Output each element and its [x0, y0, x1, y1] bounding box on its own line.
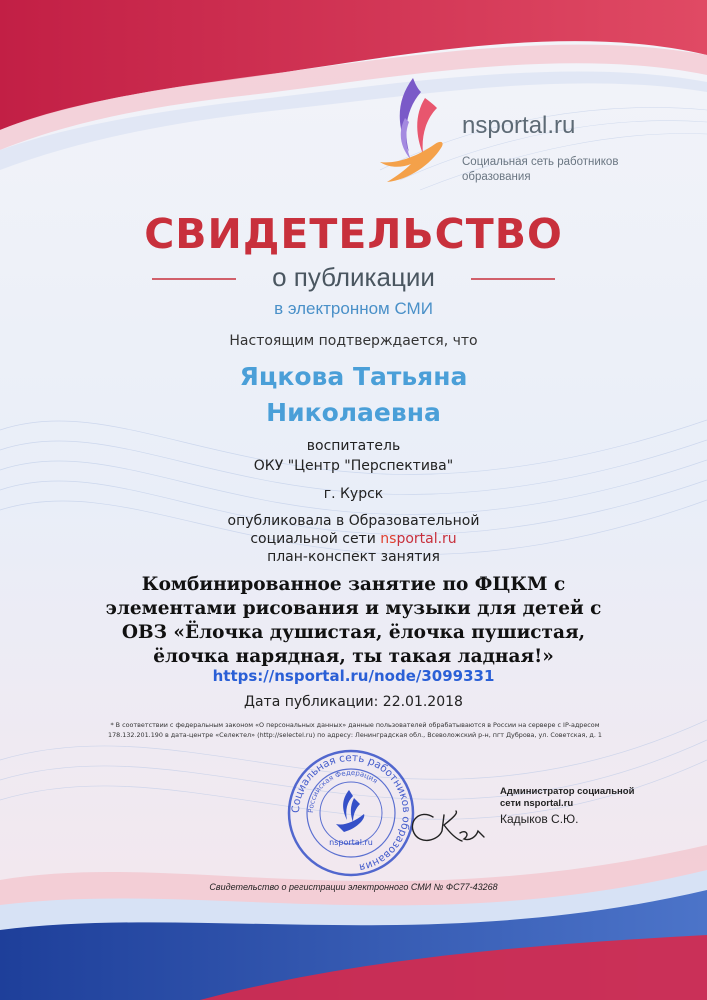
- published-statement-prefix: социальной сети: [250, 531, 381, 547]
- registration-note: Свидетельство о регистрации электронного СМИ № ФС77-43268: [209, 882, 498, 892]
- signature-scribble: [398, 795, 498, 855]
- certificate-subtitle: о публикации: [272, 262, 435, 292]
- person-name-line2: Николаевна: [266, 398, 441, 427]
- stamp-outer-text: Социальная сеть работников образования: [289, 751, 413, 874]
- publication-medium: в электронном СМИ: [274, 299, 433, 318]
- person-city: г. Курск: [323, 486, 384, 502]
- person-organization: ОКУ "Центр "Перспектива": [253, 458, 454, 474]
- confirm-text: Настоящим подтверждается, что: [229, 333, 478, 349]
- published-statement-line1: опубликовала в Образовательной: [227, 513, 480, 529]
- administrator-title: Администратор социальной сети nsportal.ru: [500, 786, 635, 809]
- certificate-title: СВИДЕТЕЛЬСТВО: [144, 210, 563, 258]
- nsportal-flame-logo-icon: [375, 72, 455, 187]
- person-name-line1: Яцкова Татьяна: [239, 362, 468, 391]
- brand-name: nsportal.ru: [462, 112, 576, 139]
- administrator-name: Кадыков С.Ю.: [500, 812, 579, 826]
- stamp-center-text: nsportal.ru: [329, 838, 373, 847]
- brand-portal-highlight: portal.ru: [396, 531, 457, 547]
- publication-url-link[interactable]: https://nsportal.ru/node/3099331: [212, 667, 495, 685]
- published-statement-line2: [0, 530, 707, 548]
- person-position: воспитатель: [306, 438, 401, 454]
- publication-title: Комбинированное занятие по ФЦКМ с элементами рисования и музыки для детей с ОВЗ «Ёлочка душистая, ёлочка пушистая, ёлочка нарядная, ты такая ладная!»: [105, 574, 602, 667]
- official-stamp: [286, 748, 416, 878]
- brand-ns-highlight: ns: [380, 531, 397, 547]
- publication-date: Дата публикации: 22.01.2018: [244, 694, 463, 710]
- brand-tagline: Социальная сеть работников образования: [462, 156, 619, 183]
- personal-data-disclaimer: * В соответствии с федеральным законом «О персональных данных» данные пользователей обрабатываются в России на сервере с IP-адресом 178.132.201.190 в дата-центре «Селектел» (http://selectel.ru) по адресу: Ленинградская обл., Всеволожский р-н, пгт Дуброва, ул. Советская, д. 1: [108, 721, 602, 739]
- stamp-ring-text: Российская Федерация: [306, 768, 379, 814]
- work-type: план-конспект занятия: [267, 549, 440, 565]
